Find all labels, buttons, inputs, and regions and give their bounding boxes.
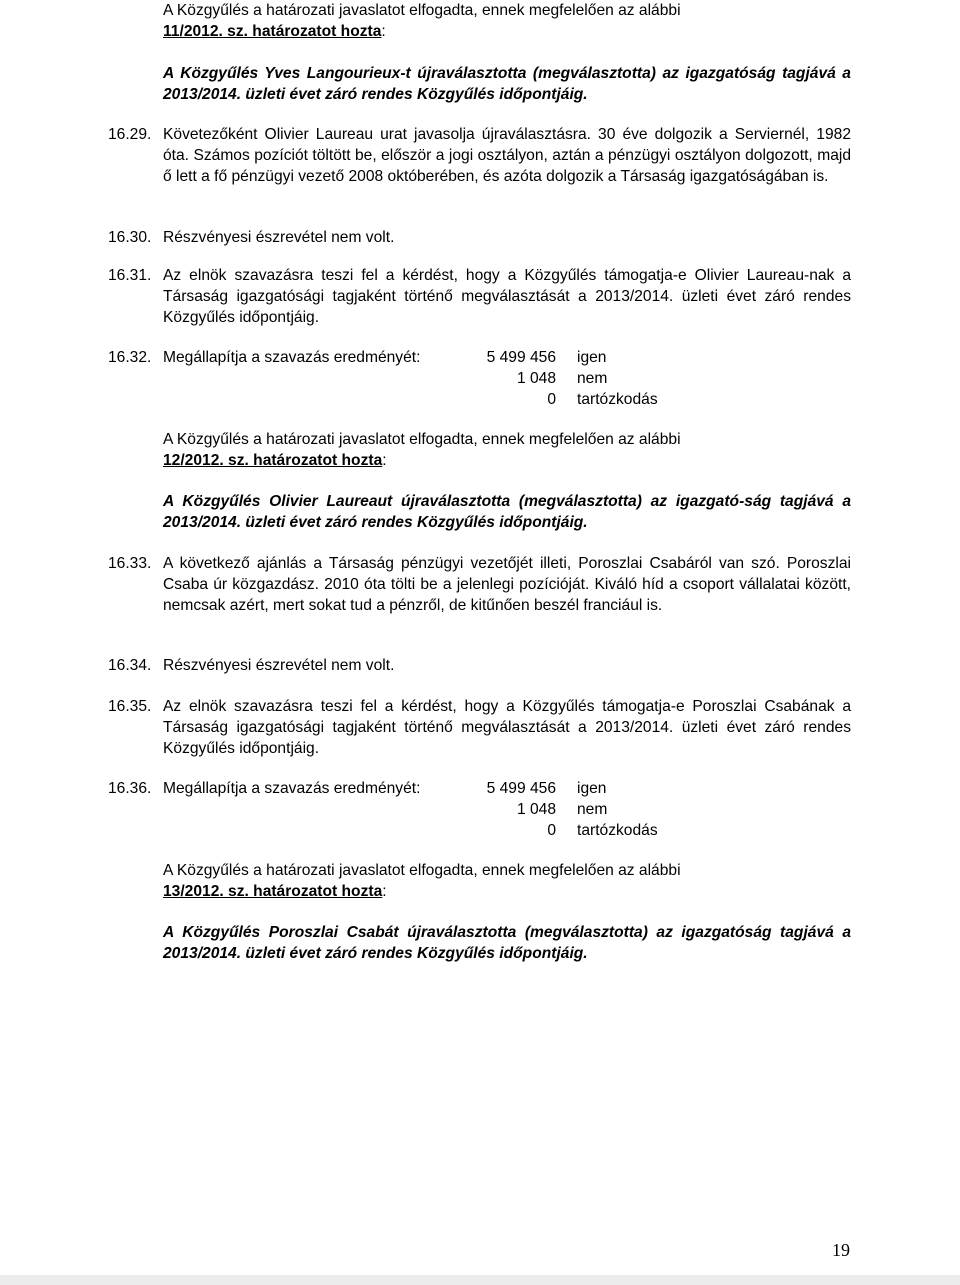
vote-option: nem (577, 370, 608, 387)
vote-option: igen (577, 780, 607, 797)
resolution-12-text: A Közgyűlés Olivier Laureaut újraválasztotta (megválasztotta) az igazgató-ság tagjává a 2013/2014. üzleti évet záró rendes Közgyűlés időpontjáig. (163, 493, 851, 531)
vote-row (0, 799, 960, 820)
resolution-13-intro (163, 860, 851, 902)
item-number: 16.36. (108, 780, 152, 797)
resolution-ref: 12/2012. sz. határozatot hozta (163, 452, 383, 469)
resolution-intro-text: A Közgyűlés a határozati javaslatot elfogadta, ennek megfelelően az alábbi (163, 862, 681, 879)
item-16-31 (108, 265, 851, 328)
item-16-35 (108, 696, 851, 759)
page-number: 19 (832, 1240, 850, 1260)
vote-row (0, 347, 960, 368)
resolution-ref: 13/2012. sz. határozatot hozta (163, 883, 383, 900)
resolution-11-intro (163, 0, 851, 42)
vote-row (0, 820, 960, 841)
item-text: Részvényesi észrevétel nem volt. (163, 229, 395, 246)
item-number: 16.31. (108, 267, 152, 284)
item-16-33 (108, 553, 851, 616)
vote-option: nem (577, 801, 608, 818)
resolution-ref: 11/2012. sz. határozatot hozta (163, 23, 382, 40)
item-text: Követezőként Olivier Laureau urat javasolja újraválasztásra. 30 éve dolgozik a Serviernél, 1982 óta. Számos pozíciót töltött be, először a jogi osztályon, aztán a pénzügyi osztályon dolgozott, majd ő lett a fő pénzügyi vezető 2008 októberében, és azóta dolgozik a Társaság igazgatóságában is. (163, 126, 851, 185)
vote-option: igen (577, 349, 607, 366)
vote-count: 5 499 456 (486, 780, 556, 797)
item-number: 16.34. (108, 657, 152, 674)
item-16-36 (108, 778, 851, 841)
vote-option: tartózkodás (577, 391, 658, 408)
item-number: 16.33. (108, 555, 152, 572)
resolution-13-text: A Közgyűlés Poroszlai Csabát újraválasztotta (megválasztotta) az igazgatóság tagjává a 2013/2014. üzleti évet záró rendes Közgyűlés időpontjáig. (163, 924, 851, 962)
vote-option: tartózkodás (577, 822, 658, 839)
item-16-34 (108, 655, 851, 676)
resolution-colon: : (382, 452, 387, 469)
resolution-intro-text: A Közgyűlés a határozati javaslatot elfogadta, ennek megfelelően az alábbi (163, 2, 681, 19)
vote-count: 1 048 (516, 801, 556, 818)
item-text: Az elnök szavazásra teszi fel a kérdést, hogy a Közgyűlés támogatja-e Olivier Laureau-nak a Társaság igazgatósági tagjaként történő megválasztását a 2013/2014. üzleti évet záró rendes Közgyűlés időpontjáig. (163, 267, 851, 326)
resolution-intro-text: A Közgyűlés a határozati javaslatot elfogadta, ennek megfelelően az alábbi (163, 431, 681, 448)
vote-count: 1 048 (516, 370, 556, 387)
resolution-colon: : (381, 23, 386, 40)
item-text: A következő ajánlás a Társaság pénzügyi vezetőjét illeti, Poroszlai Csabáról van szó. Poroszlai Csaba úr közgazdász. 2010 óta tölti be a jelenlegi pozícióját. Kiváló híd a csoport vállalatai között, nemcsak azért, mert sokat tud a pénzről, de kitűnően beszél franciául is. (163, 555, 851, 614)
vote-count: 0 (547, 391, 556, 408)
item-text: Az elnök szavazásra teszi fel a kérdést, hogy a Közgyűlés támogatja-e Poroszlai Csabának a Társaság igazgatósági tagjaként történő megválasztását a 2013/2014. üzleti évet záró rendes Közgyűlés időpontjáig. (163, 698, 851, 757)
item-number: 16.32. (108, 349, 152, 366)
resolution-colon: : (382, 883, 387, 900)
vote-label: Megállapítja a szavazás eredményét: (163, 349, 421, 366)
item-number: 16.29. (108, 126, 152, 143)
vote-row (0, 368, 960, 389)
resolution-11-text: A Közgyűlés Yves Langourieux-t újraválasztotta (megválasztotta) az igazgatóság tagjává a 2013/2014. üzleti évet záró rendes Közgyűlés időpontjáig. (163, 65, 851, 103)
vote-count: 0 (547, 822, 556, 839)
vote-row (0, 389, 960, 410)
vote-label: Megállapítja a szavazás eredményét: (163, 780, 421, 797)
item-number: 16.35. (108, 698, 152, 715)
vote-count: 5 499 456 (486, 349, 556, 366)
item-16-32 (108, 347, 851, 410)
item-number: 16.30. (108, 229, 152, 246)
footer-band (0, 1275, 960, 1285)
resolution-12-intro (163, 429, 851, 471)
vote-row (0, 778, 960, 799)
item-16-30 (108, 227, 851, 248)
item-text: Részvényesi észrevétel nem volt. (163, 657, 395, 674)
item-16-29 (108, 124, 851, 187)
